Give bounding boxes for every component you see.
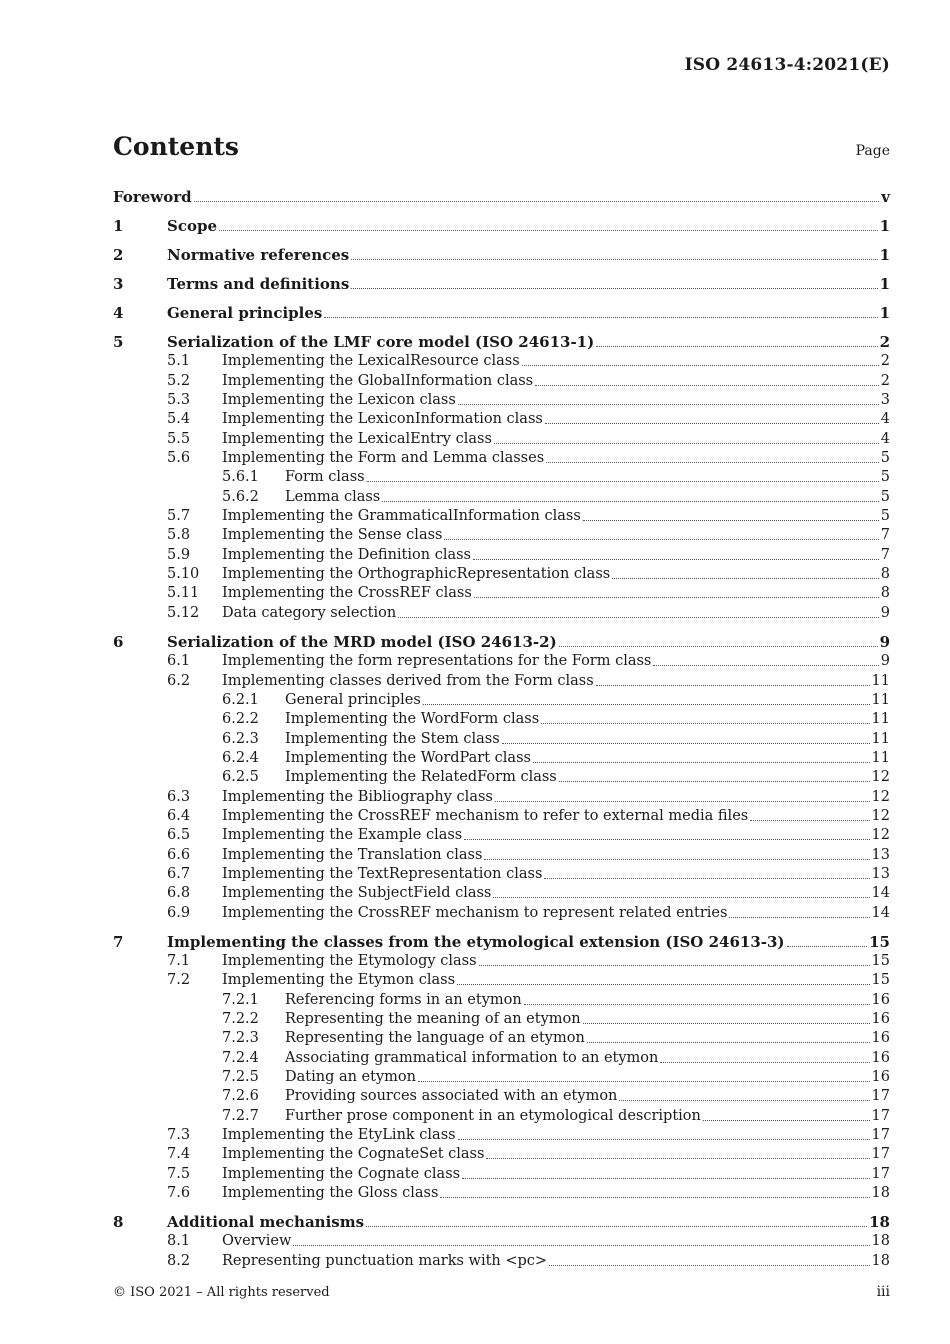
toc-entry-title: Additional mechanisms [167, 1213, 365, 1232]
toc-entry-number: 6.8 [167, 885, 191, 902]
toc-entry[interactable] [113, 1126, 890, 1145]
toc-entry[interactable] [113, 990, 890, 1009]
toc-entry-title: Implementing the Sense class [222, 527, 443, 544]
toc-entry-number: 5.11 [167, 585, 200, 602]
toc-entry[interactable] [113, 487, 890, 506]
toc-entry-title: General principles [167, 304, 323, 322]
toc-entry-number: 7.3 [167, 1127, 191, 1144]
dot-leader [324, 317, 877, 318]
toc-entry[interactable] [113, 768, 890, 787]
dot-leader [457, 984, 870, 985]
toc-entry[interactable] [113, 584, 890, 603]
toc-entry-number: 4 [113, 304, 124, 322]
toc-entry[interactable] [113, 710, 890, 729]
toc-entry-page: 18 [871, 1252, 890, 1269]
toc-entry[interactable] [113, 787, 890, 806]
dot-leader [612, 578, 879, 579]
toc-entry-title: Implementing the CognateSet class [222, 1146, 485, 1163]
dot-leader [351, 288, 877, 289]
dot-leader [535, 385, 879, 386]
toc-entry-number: 5.9 [167, 546, 191, 563]
footer-copyright: © ISO 2021 – All rights reserved [113, 1285, 330, 1300]
toc-entry-page: 5 [880, 508, 890, 525]
toc-entry-title: Implementing the classes from the etymological extension (ISO 24613-3) [167, 932, 785, 951]
dot-leader [583, 1023, 870, 1024]
dot-leader [479, 965, 870, 966]
toc-entry-title: Foreword [113, 188, 192, 206]
dot-leader [619, 1100, 869, 1101]
toc-entry-number: 6.1 [167, 653, 191, 670]
toc-entry-page: 15 [871, 972, 890, 989]
toc-entry-number: 5.7 [167, 508, 191, 525]
toc-entry-number: 7.2 [167, 972, 191, 989]
toc-entry[interactable] [113, 352, 890, 371]
toc-entry-number: 7.2.6 [222, 1088, 259, 1105]
toc-entry-page: 14 [871, 904, 890, 921]
toc-entry[interactable] [113, 294, 890, 323]
toc-entry-title: Implementing the Etymology class [222, 952, 477, 969]
toc-entry-title: Implementing classes derived from the Form class [222, 672, 594, 689]
toc-entry-page: 1 [879, 246, 890, 264]
toc-entry[interactable] [113, 903, 890, 922]
toc-entry-number: 5.8 [167, 527, 191, 544]
toc-entry-number: 2 [113, 246, 124, 264]
toc-entry-number: 7.2.1 [222, 991, 259, 1008]
toc-entry[interactable] [113, 185, 890, 207]
toc-entry[interactable] [113, 545, 890, 564]
toc-entry-number: 6.9 [167, 904, 191, 921]
toc-entry[interactable] [113, 923, 890, 952]
toc-entry-page: 17 [871, 1107, 890, 1124]
toc-entry-page: 5 [880, 450, 890, 467]
toc-entry-number: 5.3 [167, 392, 191, 409]
dot-leader [194, 201, 880, 202]
toc-entry-number: 6.2 [167, 672, 191, 689]
dot-leader [494, 443, 879, 444]
page-title: Contents [113, 132, 240, 161]
dot-leader [474, 597, 879, 598]
toc-entry-number: 7.2.7 [222, 1107, 259, 1124]
dot-leader [444, 539, 878, 540]
toc-entry[interactable] [113, 865, 890, 884]
dot-leader [382, 501, 879, 502]
dot-leader [544, 878, 869, 879]
toc-entry-title: Referencing forms in an etymon [285, 991, 522, 1008]
toc-entry-title: Implementing the Stem class [285, 730, 500, 747]
toc-entry[interactable] [113, 468, 890, 487]
toc-entry-title: General principles [285, 691, 421, 708]
toc-entry-page: 12 [871, 807, 890, 824]
toc-entry-title: Representing the meaning of an etymon [285, 1011, 581, 1027]
dot-leader [596, 685, 870, 686]
toc-entry-page: 13 [871, 846, 890, 863]
toc-entry[interactable] [113, 236, 890, 265]
dot-leader [522, 365, 879, 366]
toc-entry-number: 6 [113, 632, 124, 651]
toc-entry-page: 15 [869, 932, 890, 951]
dot-leader [559, 781, 870, 782]
dot-leader [541, 723, 869, 724]
toc-entry-number: 7.2.3 [222, 1030, 259, 1047]
toc-entry[interactable] [113, 507, 890, 526]
toc-entry-page: 16 [871, 1011, 890, 1027]
toc-entry-page: 9 [879, 632, 890, 651]
document-code: ISO 24613-4:2021(E) [684, 55, 890, 75]
toc-entry-number: 6.2.5 [222, 769, 259, 786]
toc-entry-page: 9 [880, 653, 890, 670]
dot-leader [549, 1265, 869, 1266]
toc-entry-page: 11 [871, 730, 890, 747]
dot-leader [653, 665, 878, 666]
toc-entry-number: 8.1 [167, 1233, 191, 1250]
toc-entry-page: 18 [871, 1185, 890, 1202]
toc-entry-number: 6.6 [167, 846, 191, 863]
toc-entry-title: Implementing the OrthographicRepresentation class [222, 566, 611, 583]
dot-leader [533, 762, 870, 763]
toc-entry-number: 5.4 [167, 411, 191, 428]
toc-entry-title: Implementing the EtyLink class [222, 1127, 456, 1144]
toc-entry-title: Further prose component in an etymological description [285, 1107, 701, 1124]
dot-leader [493, 897, 869, 898]
toc-entry-title: Representing punctuation marks with <pc> [222, 1252, 548, 1269]
dot-leader [524, 1004, 870, 1005]
toc-entry-page: 2 [879, 333, 890, 351]
dot-leader [473, 559, 879, 560]
toc-entry-title: Implementing the WordForm class [285, 711, 540, 728]
toc-entry-number: 5.5 [167, 430, 191, 447]
toc-entry[interactable] [113, 1164, 890, 1183]
toc-entry[interactable] [113, 526, 890, 545]
toc-entry-page: 2 [880, 372, 890, 389]
dot-leader [787, 946, 868, 947]
toc-entry-number: 7.2.4 [222, 1049, 259, 1066]
toc-entry-page: 16 [871, 1049, 890, 1066]
toc-entry-page: 16 [871, 1069, 890, 1086]
toc-entry-number: 5.10 [167, 566, 200, 583]
toc-entry-page: 17 [871, 1146, 890, 1163]
toc-entry-title: Implementing the Etymon class [222, 972, 456, 989]
toc-entry-title: Terms and definitions [167, 275, 350, 293]
toc-entry-title: Implementing the Definition class [222, 546, 471, 563]
toc-entry[interactable] [113, 603, 890, 622]
toc-entry-title: Implementing the LexiconInformation class [222, 411, 543, 428]
toc-entry-page: 12 [871, 827, 890, 844]
toc-entry-page: 8 [880, 566, 890, 583]
page-column-label: Page [855, 143, 890, 159]
toc-entry-page: 11 [871, 691, 890, 708]
toc-entry-title: Implementing the TextRepresentation class [222, 865, 543, 882]
toc-entry-title: Implementing the GlobalInformation class [222, 372, 534, 389]
toc-entry-title: Implementing the LexicalResource class [222, 353, 520, 370]
toc-entry-page: 17 [871, 1165, 890, 1182]
toc-entry[interactable] [113, 845, 890, 864]
toc-entry[interactable] [113, 1184, 890, 1203]
toc-entry[interactable] [113, 265, 890, 294]
toc-entry-number: 6.5 [167, 827, 191, 844]
toc-entry-page: 3 [880, 392, 890, 409]
dot-leader [458, 404, 879, 405]
table-of-contents [113, 185, 890, 1271]
toc-entry-title: Implementing the Cognate class [222, 1165, 461, 1182]
toc-entry-title: Implementing the Form and Lemma classes [222, 450, 545, 467]
toc-entry-title: Implementing the LexicalEntry class [222, 430, 492, 447]
toc-entry-number: 8.2 [167, 1252, 191, 1269]
toc-entry-page: 4 [880, 411, 890, 428]
toc-entry-title: Implementing the Bibliography class [222, 788, 493, 805]
toc-entry-number: 5 [113, 333, 124, 351]
toc-entry-title: Implementing the WordPart class [285, 749, 531, 766]
toc-entry-title: Providing sources associated with an etymon [285, 1088, 618, 1105]
footer-page-number: iii [876, 1284, 890, 1300]
toc-entry[interactable] [113, 1232, 890, 1251]
toc-entry[interactable] [113, 429, 890, 448]
toc-entry[interactable] [113, 729, 890, 748]
toc-entry-number: 5.2 [167, 372, 191, 389]
toc-entry-number: 7.2.5 [222, 1069, 259, 1086]
toc-entry-title: Data category selection [222, 604, 397, 621]
toc-entry-page: v [881, 188, 890, 206]
toc-entry-number: 5.1 [167, 353, 191, 370]
toc-entry[interactable] [113, 1048, 890, 1067]
dot-leader [486, 1158, 869, 1159]
toc-entry[interactable] [113, 623, 890, 652]
toc-entry-title: Implementing the GrammaticalInformation class [222, 508, 581, 525]
dot-leader [703, 1120, 870, 1121]
dot-leader [502, 743, 870, 744]
toc-entry[interactable] [113, 1087, 890, 1106]
toc-entry-page: 16 [871, 1030, 890, 1047]
dot-leader [559, 646, 878, 647]
toc-entry-page: 1 [879, 217, 890, 235]
toc-entry[interactable] [113, 410, 890, 429]
toc-entry-page: 16 [871, 991, 890, 1008]
toc-entry[interactable] [113, 371, 890, 390]
toc-entry-title: Scope [167, 217, 218, 235]
toc-entry-number: 7.2.2 [222, 1011, 259, 1027]
toc-entry-title: Lemma class [285, 488, 381, 505]
dot-leader [660, 1062, 869, 1063]
dot-leader [418, 1081, 870, 1082]
toc-entry-title: Dating an etymon [285, 1069, 416, 1086]
toc-entry-number: 6.2.2 [222, 711, 259, 728]
toc-entry[interactable] [113, 323, 890, 352]
toc-entry-title: Implementing the CrossREF mechanism to refer to external media files [222, 807, 749, 824]
toc-entry[interactable] [113, 1145, 890, 1164]
toc-entry[interactable] [113, 1106, 890, 1125]
toc-entry-page: 12 [871, 788, 890, 805]
toc-entry[interactable] [113, 1068, 890, 1087]
toc-entry-page: 11 [871, 711, 890, 728]
dot-leader [546, 462, 879, 463]
toc-entry-title: Implementing the SubjectField class [222, 885, 492, 902]
dot-leader [458, 1139, 870, 1140]
toc-entry-title: Serialization of the MRD model (ISO 24613-2) [167, 632, 557, 651]
toc-entry-number: 1 [113, 217, 124, 235]
toc-entry-title: Overview [222, 1233, 292, 1250]
dot-leader [729, 917, 869, 918]
toc-entry[interactable] [113, 207, 890, 236]
toc-entry-title: Associating grammatical information to an etymon [285, 1049, 659, 1066]
toc-entry-page: 5 [880, 469, 890, 486]
toc-entry-title: Implementing the form representations for the Form class [222, 653, 652, 670]
toc-entry-page: 1 [879, 304, 890, 322]
toc-entry[interactable] [113, 1029, 890, 1048]
toc-entry-title: Implementing the Gloss class [222, 1185, 439, 1202]
toc-entry-title: Normative references [167, 246, 350, 264]
toc-entry[interactable] [113, 826, 890, 845]
toc-entry-page: 2 [880, 353, 890, 370]
toc-entry[interactable] [113, 449, 890, 468]
toc-entry-page: 17 [871, 1127, 890, 1144]
toc-entry-title: Implementing the RelatedForm class [285, 769, 557, 786]
dot-leader [366, 1226, 867, 1227]
dot-leader [219, 230, 878, 231]
toc-entry-page: 11 [871, 749, 890, 766]
toc-entry[interactable] [113, 1203, 890, 1232]
toc-entry-number: 5.6.1 [222, 469, 259, 486]
toc-entry-number: 7.4 [167, 1146, 191, 1163]
toc-entry[interactable] [113, 952, 890, 971]
toc-entry[interactable] [113, 884, 890, 903]
toc-entry-number: 7.6 [167, 1185, 191, 1202]
toc-entry-number: 3 [113, 275, 124, 293]
dot-leader [440, 1197, 869, 1198]
toc-entry-title: Implementing the Translation class [222, 846, 483, 863]
toc-entry[interactable] [113, 391, 890, 410]
toc-entry-page: 13 [871, 865, 890, 882]
dot-leader [596, 346, 877, 347]
dot-leader [423, 704, 870, 705]
toc-entry-page: 14 [871, 885, 890, 902]
toc-entry[interactable] [113, 971, 890, 990]
toc-entry[interactable] [113, 1010, 890, 1029]
dot-leader [545, 423, 879, 424]
toc-entry-page: 18 [871, 1233, 890, 1250]
dot-leader [750, 820, 869, 821]
toc-entry[interactable] [113, 1251, 890, 1270]
toc-entry[interactable] [113, 565, 890, 584]
dot-leader [583, 520, 879, 521]
toc-entry-page: 5 [880, 488, 890, 505]
dot-leader [462, 1178, 869, 1179]
toc-entry-number: 6.2.4 [222, 749, 259, 766]
toc-entry-page: 18 [869, 1213, 890, 1232]
toc-entry-title: Form class [285, 469, 365, 486]
dot-leader [587, 1042, 870, 1043]
toc-entry-page: 7 [880, 527, 890, 544]
toc-entry[interactable] [113, 652, 890, 671]
toc-entry-title: Serialization of the LMF core model (ISO 24613-1) [167, 333, 595, 351]
toc-entry-page: 4 [880, 430, 890, 447]
toc-entry[interactable] [113, 749, 890, 768]
toc-entry-page: 11 [871, 672, 890, 689]
dot-leader [495, 801, 870, 802]
toc-entry-title: Implementing the Example class [222, 827, 463, 844]
toc-entry-page: 1 [879, 275, 890, 293]
toc-entry-number: 8 [113, 1213, 124, 1232]
dot-leader [484, 859, 869, 860]
toc-entry[interactable] [113, 807, 890, 826]
dot-leader [293, 1245, 869, 1246]
toc-entry-number: 6.3 [167, 788, 191, 805]
toc-entry-title: Implementing the CrossREF class [222, 585, 472, 602]
toc-entry-number: 5.6.2 [222, 488, 259, 505]
toc-entry-number: 7.5 [167, 1165, 191, 1182]
toc-entry-title: Implementing the Lexicon class [222, 392, 456, 409]
toc-entry-number: 5.12 [167, 604, 200, 621]
dot-leader [367, 481, 879, 482]
toc-entry-number: 6.2.1 [222, 691, 259, 708]
toc-entry-title: Representing the language of an etymon [285, 1030, 585, 1047]
toc-entry[interactable] [113, 691, 890, 710]
toc-entry-page: 9 [880, 604, 890, 621]
toc-entry-title: Implementing the CrossREF mechanism to represent related entries [222, 904, 728, 921]
toc-entry-number: 5.6 [167, 450, 191, 467]
toc-entry-page: 12 [871, 769, 890, 786]
toc-entry-page: 7 [880, 546, 890, 563]
toc-entry[interactable] [113, 671, 890, 690]
dot-leader [398, 617, 879, 618]
toc-entry-number: 6.7 [167, 865, 191, 882]
dot-leader [464, 839, 869, 840]
toc-entry-page: 8 [880, 585, 890, 602]
toc-entry-number: 6.2.3 [222, 730, 259, 747]
toc-entry-number: 7.1 [167, 952, 191, 969]
toc-entry-page: 17 [871, 1088, 890, 1105]
toc-entry-page: 15 [871, 952, 890, 969]
toc-entry-number: 6.4 [167, 807, 191, 824]
toc-entry-number: 7 [113, 932, 124, 951]
dot-leader [351, 259, 877, 260]
